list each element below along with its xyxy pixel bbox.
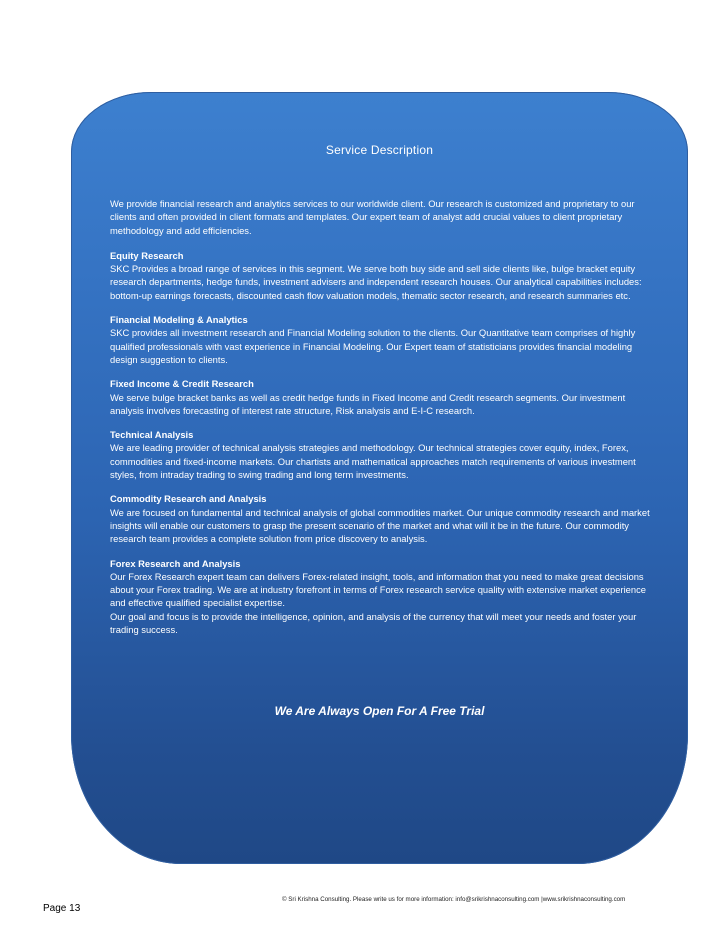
section-heading: Commodity Research and Analysis [110, 493, 267, 505]
section-body-closing: Our goal and focus is to provide the intelligence, opinion, and analysis of the currency that will meet your needs and foster your trading success. [110, 610, 637, 636]
free-trial-callout: We Are Always Open For A Free Trial [274, 704, 485, 718]
content-body [110, 197, 658, 647]
section-body: We are focused on fundamental and technical analysis of global commodities market. Our unique commodity research and market insights will enable our customers to grasp the present scenario of the market and what will it be in the future. Our commodity research team provides a complete solution from price discovery to analysis. [110, 506, 650, 545]
section-body: Our Forex Research expert team can delivers Forex-related insight, tools, and information that you need to make great decisions about your Forex trading. We are at industry forefront in terms of Forex research service quality with extensive market experience and effective qualified specialist expertise. [110, 570, 646, 609]
section-financial-modeling [110, 313, 658, 366]
section-body: SKC Provides a broad range of services in this segment. We serve both buy side and sell side clients like, bulge bracket equity research departments, hedge funds, investment advisers and independent research houses. Our analytical capabilities includes: bottom-up earnings forecasts, discounted cash flow valuation models, thematic sector research, and research summaries etc. [110, 263, 642, 301]
section-heading: Technical Analysis [110, 429, 194, 441]
section-heading: Fixed Income & Credit Research [110, 378, 254, 390]
section-body: We are leading provider of technical analysis strategies and methodology. Our technical strategies cover equity, index, Forex, commodities and fixed-income markets. Our chartists and mathematical approaches match requirements of various investment styles, from intraday trading to swing trading and long term investments. [110, 442, 636, 481]
section-body: SKC provides all investment research and Financial Modeling solution to the clients. Our Quantitative team comprises of highly qualified professionals with vast experience in Financial Modeling. Our Expert team of statisticians provides financial modeling design suggestion to clients. [110, 327, 636, 365]
section-body: We serve bulge bracket banks as well as credit hedge funds in Fixed Income and Credit research segments. Our investment analysis involves forecasting of interest rate structure, Risk analysis and E-I-C research. [110, 391, 626, 416]
section-forex-research [110, 557, 658, 637]
section-commodity-research [110, 492, 658, 545]
section-heading: Equity Research [110, 249, 184, 261]
section-heading: Financial Modeling & Analytics [110, 314, 248, 326]
intro-paragraph: We provide financial research and analytics services to our worldwide client. Our research is customized and proprietary to our clients and often provided in client formats and templates. Our expert team of analyst add crucial values to client proprietary methodology and add efficiencies. [110, 198, 635, 236]
footer-contact: © Sri Krishna Consulting. Please write us for more information: info@srikrishnaconsulting.com |www.srikrishnaconsulting.com [282, 896, 626, 903]
section-fixed-income [110, 377, 658, 417]
section-equity-research [110, 249, 658, 302]
section-heading: Forex Research and Analysis [110, 557, 241, 569]
page-title: Service Description [325, 143, 434, 157]
section-technical-analysis [110, 428, 658, 481]
page-number: Page 13 [43, 903, 81, 914]
